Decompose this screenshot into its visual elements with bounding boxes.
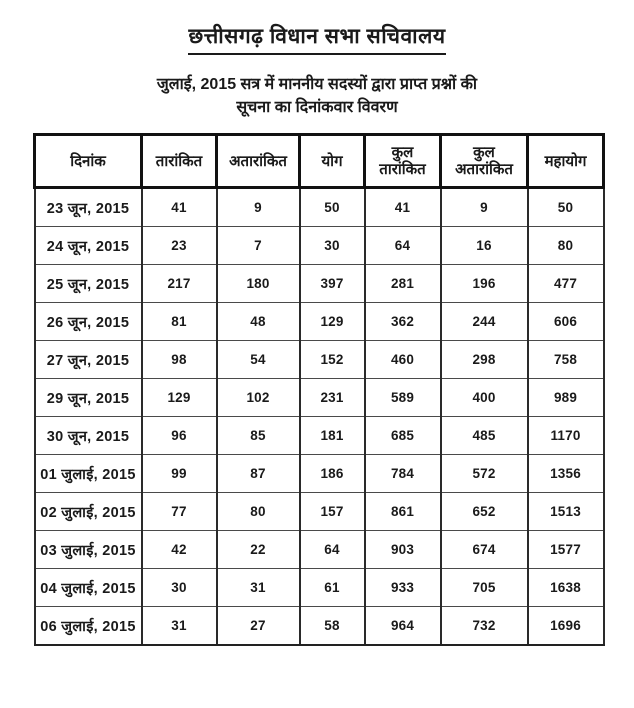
table-row bbox=[35, 188, 604, 227]
date-cell: 04 जुलाई, 2015 bbox=[35, 569, 142, 607]
date-cell: 03 जुलाई, 2015 bbox=[35, 531, 142, 569]
value-cell: 50 bbox=[528, 188, 604, 227]
date-cell: 25 जून, 2015 bbox=[35, 265, 142, 303]
value-cell: 54 bbox=[217, 341, 300, 379]
date-cell: 23 जून, 2015 bbox=[35, 188, 142, 227]
table-row bbox=[35, 417, 604, 455]
value-cell: 572 bbox=[441, 455, 528, 493]
value-cell: 400 bbox=[441, 379, 528, 417]
value-cell: 9 bbox=[217, 188, 300, 227]
value-cell: 85 bbox=[217, 417, 300, 455]
value-cell: 80 bbox=[528, 227, 604, 265]
value-cell: 362 bbox=[365, 303, 441, 341]
document-title bbox=[0, 14, 634, 55]
value-cell: 98 bbox=[142, 341, 217, 379]
value-cell: 186 bbox=[300, 455, 365, 493]
date-cell: 26 जून, 2015 bbox=[35, 303, 142, 341]
value-cell: 102 bbox=[217, 379, 300, 417]
value-cell: 81 bbox=[142, 303, 217, 341]
value-cell: 397 bbox=[300, 265, 365, 303]
value-cell: 61 bbox=[300, 569, 365, 607]
value-cell: 903 bbox=[365, 531, 441, 569]
column-header-cumulative-starred: कुल तारांकित bbox=[365, 135, 441, 188]
value-cell: 48 bbox=[217, 303, 300, 341]
value-cell: 64 bbox=[300, 531, 365, 569]
column-header-date: दिनांक bbox=[35, 135, 142, 188]
value-cell: 129 bbox=[142, 379, 217, 417]
value-cell: 96 bbox=[142, 417, 217, 455]
date-cell: 24 जून, 2015 bbox=[35, 227, 142, 265]
value-cell: 1638 bbox=[528, 569, 604, 607]
table-row bbox=[35, 379, 604, 417]
date-cell: 27 जून, 2015 bbox=[35, 341, 142, 379]
value-cell: 217 bbox=[142, 265, 217, 303]
value-cell: 181 bbox=[300, 417, 365, 455]
value-cell: 1577 bbox=[528, 531, 604, 569]
value-cell: 99 bbox=[142, 455, 217, 493]
table-row bbox=[35, 569, 604, 607]
value-cell: 58 bbox=[300, 607, 365, 646]
value-cell: 244 bbox=[441, 303, 528, 341]
value-cell: 7 bbox=[217, 227, 300, 265]
value-cell: 1356 bbox=[528, 455, 604, 493]
value-cell: 964 bbox=[365, 607, 441, 646]
value-cell: 77 bbox=[142, 493, 217, 531]
value-cell: 231 bbox=[300, 379, 365, 417]
value-cell: 157 bbox=[300, 493, 365, 531]
value-cell: 1513 bbox=[528, 493, 604, 531]
value-cell: 129 bbox=[300, 303, 365, 341]
table-row bbox=[35, 303, 604, 341]
value-cell: 9 bbox=[441, 188, 528, 227]
table-row bbox=[35, 493, 604, 531]
value-cell: 685 bbox=[365, 417, 441, 455]
date-cell: 29 जून, 2015 bbox=[35, 379, 142, 417]
column-header-cumulative-unstarred: कुल अतारांकित bbox=[441, 135, 528, 188]
table-row bbox=[35, 227, 604, 265]
table-header-row bbox=[35, 135, 604, 188]
value-cell: 42 bbox=[142, 531, 217, 569]
document-title-text: छत्तीसगढ़ विधान सभा सचिवालय bbox=[188, 22, 445, 55]
date-cell: 30 जून, 2015 bbox=[35, 417, 142, 455]
value-cell: 589 bbox=[365, 379, 441, 417]
value-cell: 1696 bbox=[528, 607, 604, 646]
value-cell: 41 bbox=[142, 188, 217, 227]
table-row bbox=[35, 455, 604, 493]
value-cell: 180 bbox=[217, 265, 300, 303]
value-cell: 784 bbox=[365, 455, 441, 493]
value-cell: 933 bbox=[365, 569, 441, 607]
value-cell: 732 bbox=[441, 607, 528, 646]
value-cell: 87 bbox=[217, 455, 300, 493]
value-cell: 674 bbox=[441, 531, 528, 569]
column-header-starred: तारांकित bbox=[142, 135, 217, 188]
date-cell: 02 जुलाई, 2015 bbox=[35, 493, 142, 531]
value-cell: 152 bbox=[300, 341, 365, 379]
table-row bbox=[35, 341, 604, 379]
value-cell: 30 bbox=[142, 569, 217, 607]
date-cell: 01 जुलाई, 2015 bbox=[35, 455, 142, 493]
value-cell: 989 bbox=[528, 379, 604, 417]
table-row bbox=[35, 531, 604, 569]
subtitle-line-1: जुलाई, 2015 सत्र में माननीय सदस्यों द्वारा प्राप्त प्रश्नों की bbox=[156, 76, 478, 93]
value-cell: 861 bbox=[365, 493, 441, 531]
value-cell: 31 bbox=[217, 569, 300, 607]
value-cell: 22 bbox=[217, 531, 300, 569]
value-cell: 758 bbox=[528, 341, 604, 379]
value-cell: 477 bbox=[528, 265, 604, 303]
value-cell: 298 bbox=[441, 341, 528, 379]
column-header-grand-total: महायोग bbox=[528, 135, 604, 188]
value-cell: 196 bbox=[441, 265, 528, 303]
value-cell: 652 bbox=[441, 493, 528, 531]
table-body bbox=[35, 188, 604, 646]
value-cell: 1170 bbox=[528, 417, 604, 455]
value-cell: 16 bbox=[441, 227, 528, 265]
value-cell: 23 bbox=[142, 227, 217, 265]
value-cell: 606 bbox=[528, 303, 604, 341]
value-cell: 27 bbox=[217, 607, 300, 646]
document-subtitle bbox=[0, 73, 634, 119]
column-header-total: योग bbox=[300, 135, 365, 188]
value-cell: 281 bbox=[365, 265, 441, 303]
value-cell: 41 bbox=[365, 188, 441, 227]
table-row bbox=[35, 265, 604, 303]
table-row bbox=[35, 607, 604, 646]
value-cell: 31 bbox=[142, 607, 217, 646]
value-cell: 50 bbox=[300, 188, 365, 227]
column-header-unstarred: अतारांकित bbox=[217, 135, 300, 188]
value-cell: 64 bbox=[365, 227, 441, 265]
questions-table bbox=[33, 133, 605, 646]
value-cell: 80 bbox=[217, 493, 300, 531]
date-cell: 06 जुलाई, 2015 bbox=[35, 607, 142, 646]
subtitle-line-2: सूचना का दिनांकवार विवरण bbox=[236, 99, 398, 117]
value-cell: 705 bbox=[441, 569, 528, 607]
value-cell: 30 bbox=[300, 227, 365, 265]
value-cell: 460 bbox=[365, 341, 441, 379]
value-cell: 485 bbox=[441, 417, 528, 455]
